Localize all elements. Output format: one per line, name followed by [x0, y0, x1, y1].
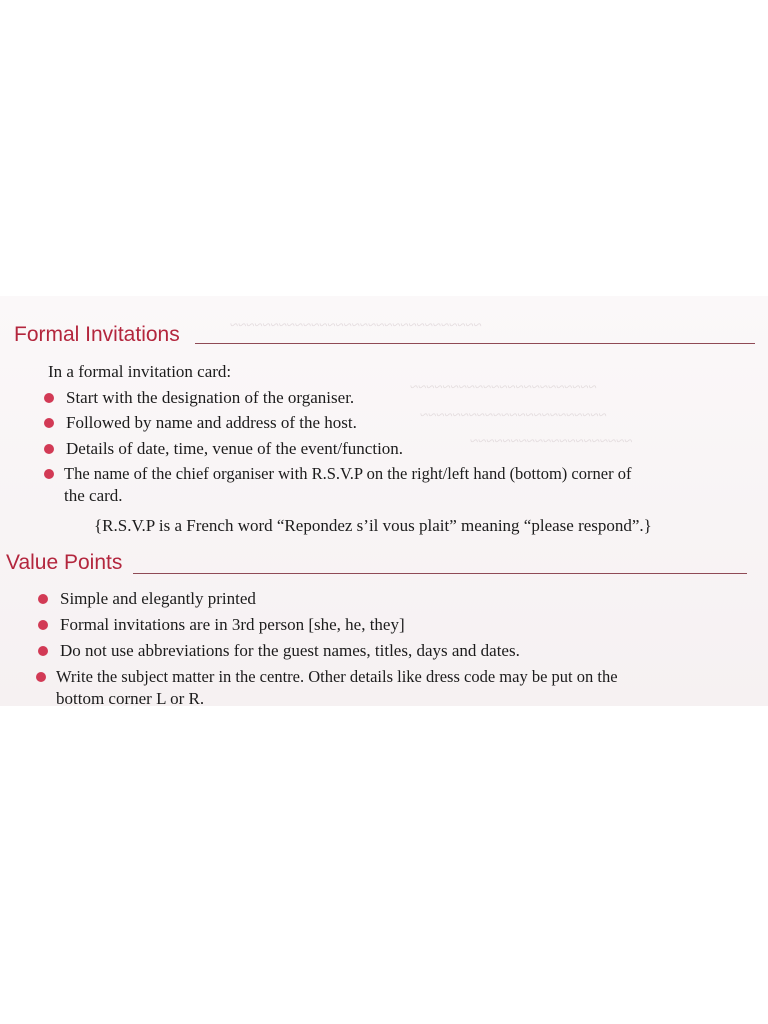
- list-item-text: Simple and elegantly printed: [60, 589, 256, 608]
- list-item: [44, 412, 357, 433]
- heading-rule: [195, 323, 755, 347]
- bullet-dot-icon: [44, 418, 54, 428]
- list-item-continuation: bottom corner L or R.: [56, 689, 205, 706]
- list-item-text: Details of date, time, venue of the event/function.: [66, 439, 404, 458]
- intro-text: In a formal invitation card:: [48, 362, 232, 381]
- list-item-text: The name of the chief organiser with R.S.V.P on the right/left hand (bottom) corner of: [64, 464, 632, 483]
- underline-rule: [195, 343, 755, 345]
- list-item: [38, 588, 256, 609]
- bullet-dot-icon: [36, 672, 46, 682]
- list-item-text: Write the subject matter in the centre. Other details like dress code may be put on the: [56, 667, 618, 686]
- section-heading-value-points: [6, 551, 122, 575]
- list-item-text: Do not use abbreviations for the guest names, titles, days and dates.: [60, 641, 520, 660]
- bullet-dot-icon: [44, 393, 54, 403]
- list-item: [44, 387, 355, 408]
- heading-text: Value Points: [6, 551, 123, 574]
- bullet-dot-icon: [38, 646, 48, 656]
- list-item: [38, 640, 520, 661]
- list-item-text: Followed by name and address of the host.: [66, 413, 357, 432]
- document-page: [0, 296, 768, 706]
- list-item-text: Start with the designation of the organiser.: [66, 388, 355, 407]
- bullet-dot-icon: [44, 469, 54, 479]
- bleed-through-mark: ~~~~~~~~~~~~~~~~~~~~~~~: [410, 380, 597, 396]
- heading-text: Formal Invitations: [14, 323, 180, 346]
- bleed-through-mark: ~~~~~~~~~~~~~~~~~~~~~~~: [420, 408, 607, 424]
- list-item: [36, 666, 618, 687]
- bleed-through-mark: ~~~~~~~~~~~~~~~~~~~~: [470, 434, 633, 450]
- section-heading-formal-invitations: [14, 323, 180, 347]
- bullet-dot-icon: [38, 594, 48, 604]
- list-item-text: Formal invitations are in 3rd person [she, he, they]: [60, 615, 405, 634]
- heading-rule: [133, 553, 747, 577]
- bullet-dot-icon: [44, 444, 54, 454]
- list-item-continuation: the card.: [64, 486, 123, 505]
- bleed-through-mark: ~~~~~~~~~~~~~~~~~~~~~~~~~~~~~~~: [230, 318, 482, 334]
- list-item: [44, 438, 404, 459]
- bullet-dot-icon: [38, 620, 48, 630]
- rsvp-note: {R.S.V.P is a French word “Repondez s’il vous plait” meaning “please respond”.}: [94, 516, 652, 535]
- underline-rule: [133, 573, 747, 575]
- list-item: [38, 614, 405, 635]
- list-item: [44, 463, 632, 484]
